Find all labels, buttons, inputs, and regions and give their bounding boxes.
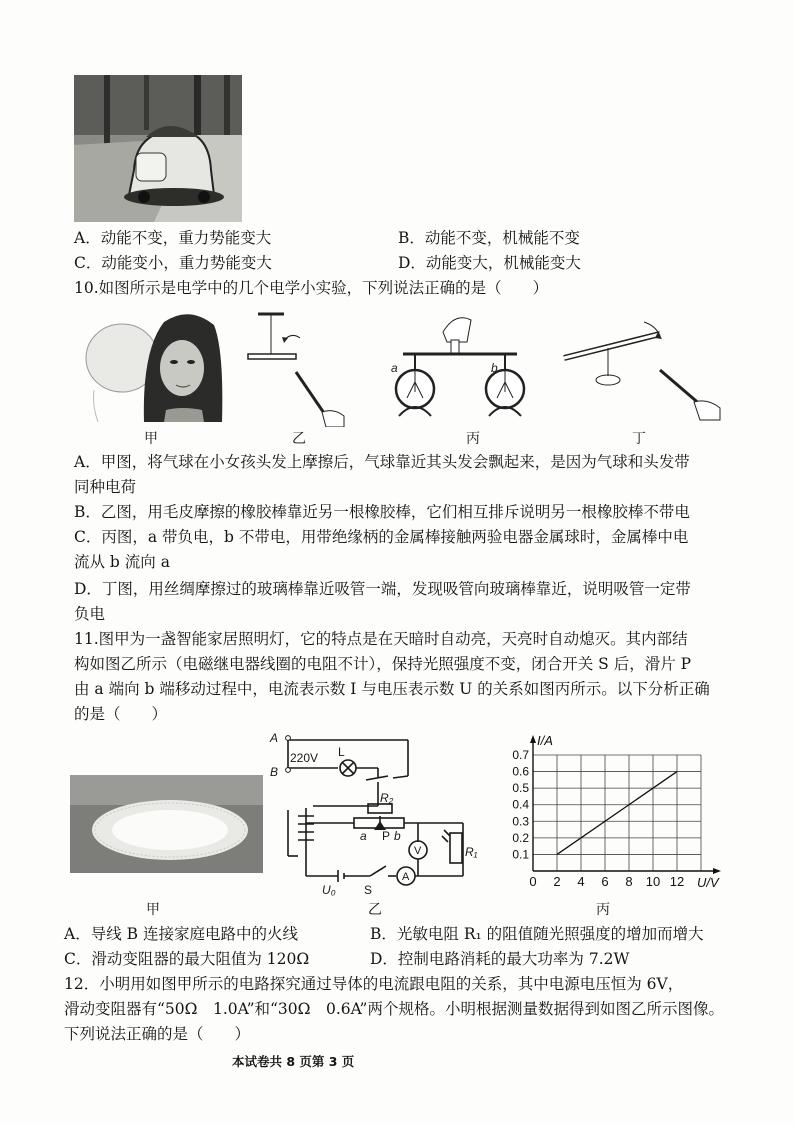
q11-option-d: D．控制电路消耗的最大功率为 7.2W (370, 950, 630, 968)
q10-option-d-line1: D．丁图，用丝绸摩擦过的玻璃棒靠近吸管一端，发现吸管向玻璃棒靠近，说明吸管一定带 (74, 580, 691, 598)
q9-option-c: C．动能变小，重力势能变大 (74, 254, 272, 272)
ammeter-label: A (402, 871, 410, 883)
q11-stem-line3: 由 a 端向 b 端移动过程中，电流表示数 I 与电压表示数 U 的关系如图丙所示。以下分析正确 (74, 680, 710, 698)
q10-option-c-line1: C．丙图，a 带负电，b 不带电，用带绝缘柄的金属棒接触两验电器金属球时，金属棒中电 (74, 528, 689, 546)
relay-circuit-diagram (268, 728, 478, 898)
electroscope-figure (385, 312, 545, 424)
q12-stem-line2: 滑动变阻器有“50Ω 1.0A”和“30Ω 0.6A”两个规格。小明根据测量数据得到如图乙所示图像。 (64, 1000, 724, 1018)
voltage-220-label: 220V (290, 751, 319, 765)
y-tick-label: 0.5 (512, 781, 529, 796)
y-axis-label: I/A (537, 733, 553, 748)
q11-option-b: B．光敏电阻 R₁ 的阻值随光照强度的增加而增大 (370, 925, 704, 943)
q10-option-d-line2: 负电 (74, 605, 106, 623)
fig-label-ding: 丁 (632, 431, 646, 447)
electroscope-b-letter: b (491, 361, 498, 375)
slider-p-label: P (382, 829, 391, 843)
x-tick-label: 0 (529, 874, 537, 889)
q12-stem-line1: 12．小明用如图甲所示的电路探究通过导体的电流跟电阻的关系，其中电源电压恒为 6V， (64, 975, 684, 993)
slider-a-label: a (360, 829, 367, 843)
x-tick-label: 12 (669, 874, 685, 889)
r1-label: R₁ (465, 845, 478, 859)
fig-label-bing: 丙 (466, 431, 480, 447)
q10-option-b: B．乙图，用毛皮摩擦的橡胶棒靠近另一根橡胶棒，它们相互排斥说明另一根橡胶棒不带电 (74, 503, 690, 521)
balloon-girl-figure (74, 310, 224, 422)
electroscope-a-letter: a (391, 361, 398, 375)
rubber-rod-figure (244, 312, 354, 427)
u0-label: U₀ (322, 883, 336, 897)
series-line (557, 772, 677, 855)
x-axis-label: U/V (697, 875, 719, 890)
ceiling-lamp-photo (70, 775, 263, 873)
x-tick-label: 8 (625, 874, 633, 889)
fig-label-yi: 乙 (292, 431, 306, 447)
y-tick-label: 0.6 (512, 764, 529, 779)
iu-chart (497, 733, 722, 893)
slider-b-label: b (394, 829, 401, 843)
lamp-l-label: L (338, 745, 345, 759)
q10-option-c-line2: 流从 b 流向 a (74, 553, 170, 571)
q11-stem-line4: 的是（ ） (74, 705, 168, 723)
fig11-label-bing: 丙 (596, 902, 610, 918)
voltmeter-label: V (414, 845, 422, 857)
q11-stem-line1: 11.图甲为一盏智能家居照明灯，它的特点是在天暗时自动亮，天亮时自动熄灭。其内部结 (74, 630, 688, 648)
q9-option-b: B．动能不变，机械能不变 (398, 229, 580, 247)
straw-figure (560, 312, 725, 424)
q10-option-a-line2: 同种电荷 (74, 478, 137, 496)
x-tick-label: 4 (577, 874, 585, 889)
terminal-b-label: B (270, 765, 279, 779)
x-tick-label: 6 (601, 874, 609, 889)
y-tick-label: 0.4 (512, 797, 529, 812)
switch-s-label: S (364, 883, 373, 897)
q9-option-a: A．动能不变，重力势能变大 (74, 229, 272, 247)
fig11-label-jia: 甲 (146, 902, 160, 918)
x-tick-label: 2 (553, 874, 561, 889)
fig-label-jia: 甲 (144, 431, 158, 447)
q10-stem: 10.如图所示是电学中的几个电学小实验，下列说法正确的是（ ） (74, 279, 549, 297)
y-tick-label: 0.1 (512, 847, 529, 862)
terminal-a-label: A (270, 731, 279, 745)
r2-label: R₂ (380, 791, 394, 805)
y-tick-label: 0.2 (512, 830, 529, 845)
q10-option-a-line1: A．甲图，将气球在小女孩头发上摩擦后，气球靠近其头发会飘起来，是因为气球和头发带 (74, 453, 690, 471)
fig11-label-yi: 乙 (368, 902, 382, 918)
y-axis-arrow (530, 735, 536, 743)
x-axis-arrow (713, 868, 721, 874)
page-footer: 本试卷共 8 页第 3 页 (232, 1054, 355, 1069)
q12-stem-line3: 下列说法正确的是（ ） (64, 1025, 251, 1043)
q9-option-d: D．动能变大，机械能变大 (398, 254, 581, 272)
q11-option-c: C．滑动变阻器的最大阻值为 120Ω (64, 950, 310, 968)
q11-option-a: A．导线 B 连接家庭电路中的火线 (64, 925, 298, 943)
x-tick-label: 10 (645, 874, 661, 889)
q11-stem-line2: 构如图乙所示（电磁继电器线圈的电阻不计），保持光照强度不变，闭合开关 S 后，滑片 P (74, 655, 692, 673)
y-tick-label: 0.7 (512, 748, 529, 762)
robot-photo (74, 75, 242, 222)
y-tick-label: 0.3 (512, 814, 529, 829)
